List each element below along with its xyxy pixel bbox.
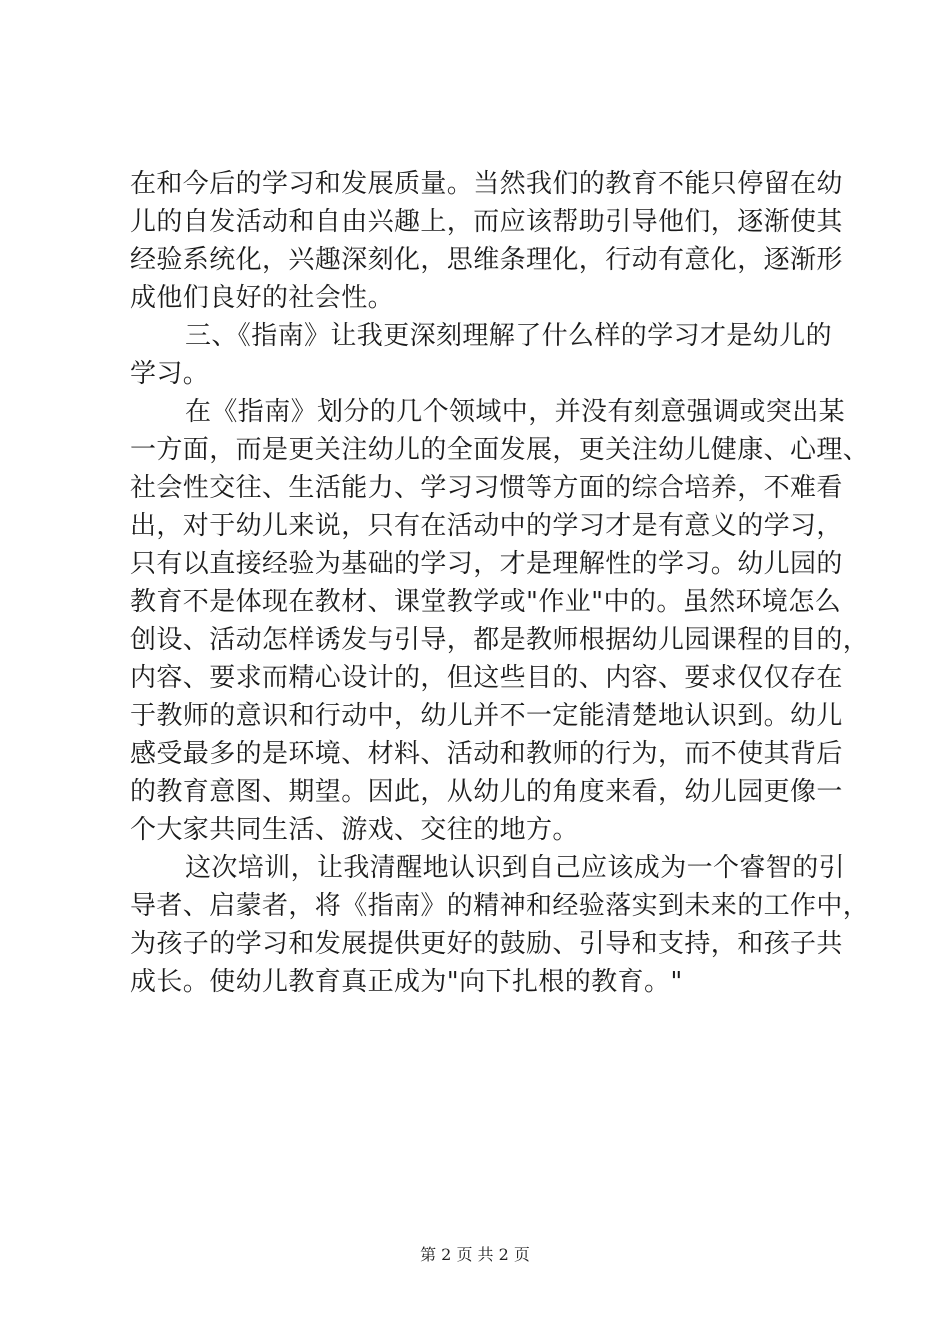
text-line: 经验系统化，兴趣深刻化，思维条理化，行动有意化，逐渐形 (130, 245, 843, 275)
text-line: 导者、启蒙者，将《指南》的精神和经验落实到未来的工作中， (130, 891, 870, 921)
text-line: 成他们良好的社会性。 (130, 283, 395, 313)
text-line: 的教育意图、期望。因此，从幼儿的角度来看，幼儿园更像一 (130, 777, 843, 807)
text-line: 一方面，而是更关注幼儿的全面发展，更关注幼儿健康、心理、 (130, 435, 870, 465)
text-line: 成长。使幼儿教育真正成为"向下扎根的教育。" (130, 967, 683, 997)
text-line: 只有以直接经验为基础的学习，才是理解性的学习。幼儿园的 (130, 549, 843, 579)
body-text (130, 165, 870, 1001)
text-line: 于教师的意识和行动中，幼儿并不一定能清楚地认识到。幼儿 (130, 701, 843, 731)
text-line: 个大家共同生活、游戏、交往的地方。 (130, 815, 579, 845)
text-line: 儿的自发活动和自由兴趣上，而应该帮助引导他们，逐渐使其 (130, 207, 843, 237)
text-line: 在《指南》划分的几个领域中，并没有刻意强调或突出某 (185, 397, 846, 427)
section-heading-line: 三、《指南》让我更深刻理解了什么样的学习才是幼儿的 (185, 321, 833, 351)
text-line: 教育不是体现在教材、课堂教学或"作业"中的。虽然环境怎么 (130, 587, 842, 617)
text-line: 出，对于幼儿来说，只有在活动中的学习才是有意义的学习， (130, 511, 843, 541)
text-line: 在和今后的学习和发展质量。当然我们的教育不能只停留在幼 (130, 169, 843, 199)
text-line: 内容、要求而精心设计的，但这些目的、内容、要求仅仅存在 (130, 663, 843, 693)
page-number-footer: 第 2 页 共 2 页 (420, 1245, 530, 1264)
text-line: 社会性交往、生活能力、学习习惯等方面的综合培养，不难看 (130, 473, 843, 503)
text-line: 为孩子的学习和发展提供更好的鼓励、引导和支持，和孩子共 (130, 929, 843, 959)
text-line: 感受最多的是环境、材料、活动和教师的行为，而不使其背后 (130, 739, 843, 769)
text-line: 创设、活动怎样诱发与引导，都是教师根据幼儿园课程的目的， (130, 625, 870, 655)
section-heading-line: 学习。 (130, 359, 210, 389)
text-line: 这次培训，让我清醒地认识到自己应该成为一个睿智的引 (185, 853, 846, 883)
